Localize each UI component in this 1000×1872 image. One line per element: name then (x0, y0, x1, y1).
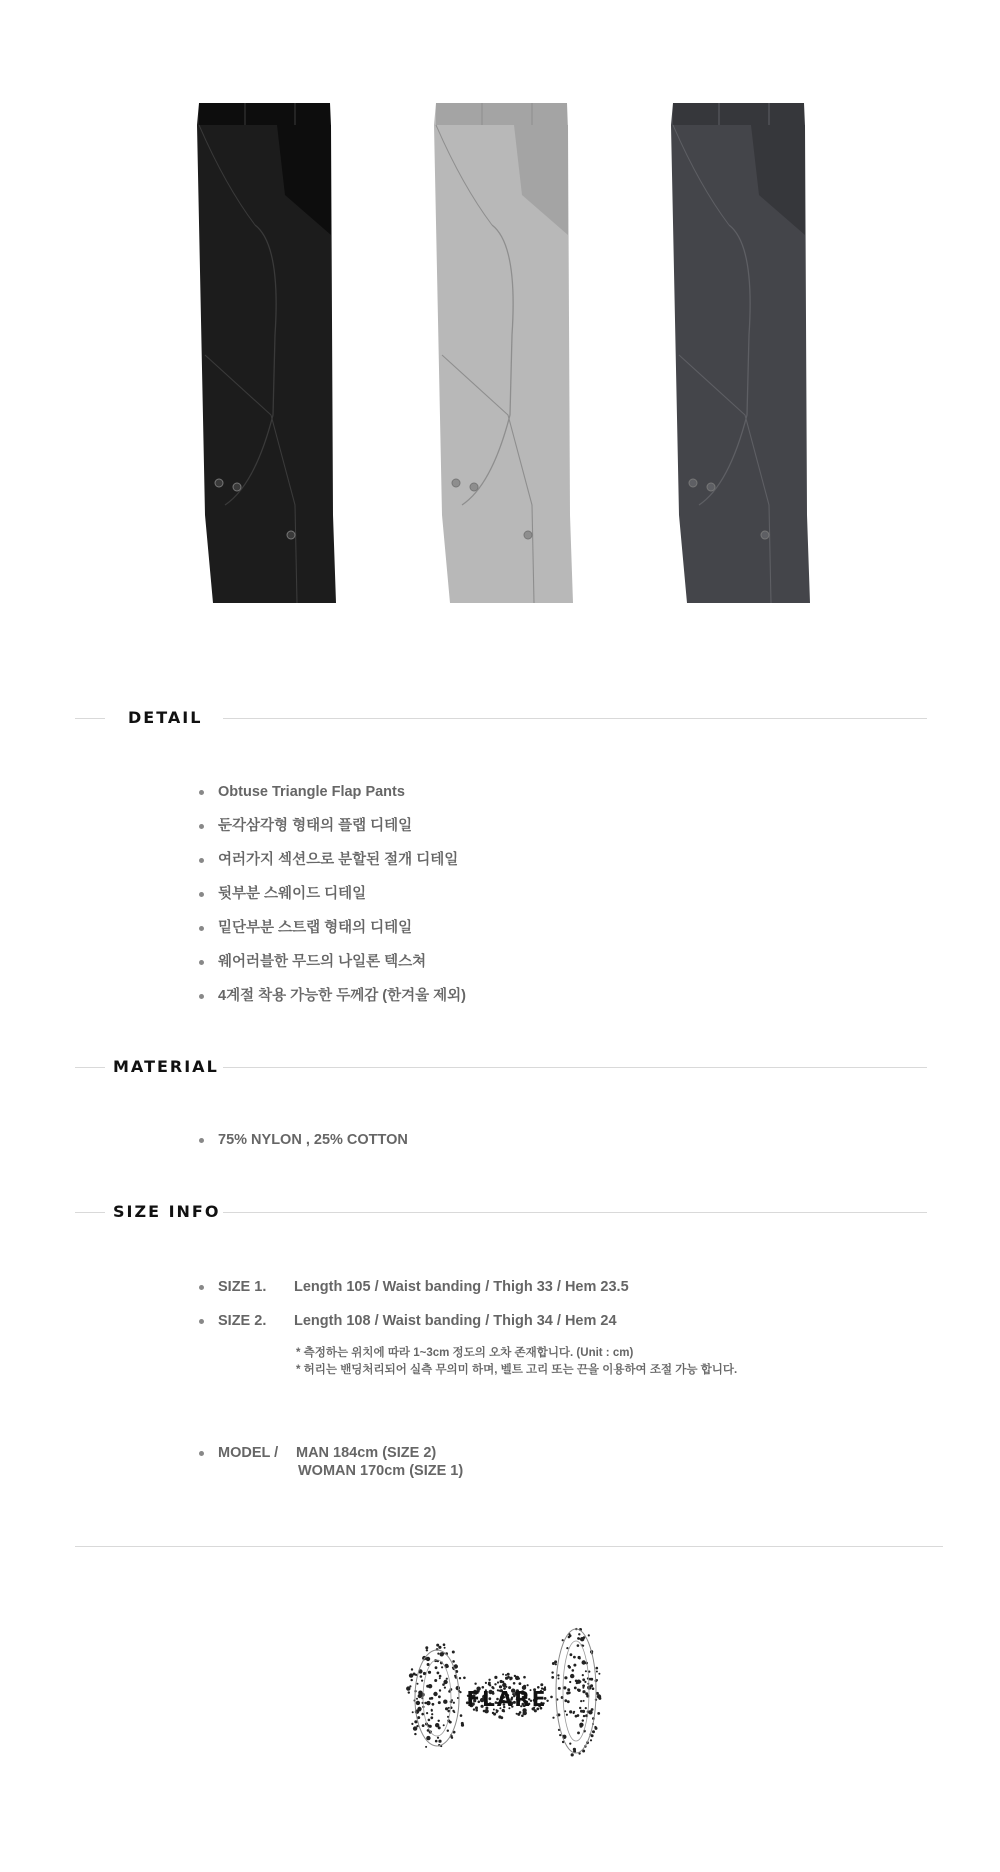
model-man: MAN 184cm (SIZE 2) (296, 1445, 437, 1461)
model-values (296, 1444, 463, 1480)
list-item: Obtuse Triangle Flap Pants (198, 782, 466, 816)
divider (223, 718, 927, 719)
list-item: 밑단부분 스트랩 형태의 디테일 (198, 918, 466, 952)
detail-list (198, 782, 466, 1020)
model-info (198, 1444, 464, 1479)
divider (75, 1212, 105, 1213)
detail-title: DETAIL (128, 708, 203, 727)
list-item: 둔각삼각형 형태의 플랩 디테일 (198, 816, 466, 850)
brand-logo (395, 1616, 620, 1776)
divider (223, 1067, 927, 1068)
list-item: 75% NYLON , 25% COTTON (198, 1130, 408, 1164)
divider (75, 1546, 943, 1547)
size-note: * 허리는 밴딩처리되어 실측 무의미 하며, 벨트 고리 또는 끈을 이용하여 조절 가능 합니다. (296, 1364, 738, 1376)
list-item: 4계절 착용 가능한 두께감 (한겨울 제외) (198, 986, 466, 1020)
detail-section-header (75, 706, 927, 730)
logo-text: FLARE (466, 1687, 548, 1711)
material-title: MATERIAL (113, 1057, 219, 1076)
pants-image-light-gray (422, 95, 582, 605)
pants-image-charcoal (659, 95, 819, 605)
size-value: Length 108 / Waist banding / Thigh 34 / Hem 24 (294, 1313, 617, 1329)
divider (75, 1067, 105, 1068)
list-item: 뒷부분 스웨이드 디테일 (198, 884, 466, 918)
list-item: 여러가지 섹션으로 분할된 절개 디테일 (198, 850, 466, 884)
size-note: * 측정하는 위치에 따라 1~3cm 정도의 오차 존재합니다. (Unit : cm) (296, 1347, 634, 1359)
size-label: SIZE 1. (218, 1279, 267, 1295)
model-woman: WOMAN 170cm (SIZE 1) (298, 1463, 464, 1479)
pants-image-black (185, 95, 345, 605)
material-list (198, 1130, 408, 1164)
size-info-section-header (75, 1200, 927, 1224)
size-label: SIZE 2. (218, 1313, 267, 1329)
size-value: Length 105 / Waist banding / Thigh 33 / Hem 23.5 (294, 1279, 629, 1295)
material-section-header (75, 1055, 927, 1079)
size-info-title: SIZE INFO (113, 1202, 221, 1221)
divider (223, 1212, 927, 1213)
list-item: 웨어러블한 무드의 나일론 텍스쳐 (198, 952, 466, 986)
size-row (198, 1277, 629, 1297)
divider (75, 718, 105, 719)
product-images (0, 95, 1000, 615)
model-label: MODEL / (218, 1445, 279, 1461)
size-row (198, 1311, 617, 1331)
